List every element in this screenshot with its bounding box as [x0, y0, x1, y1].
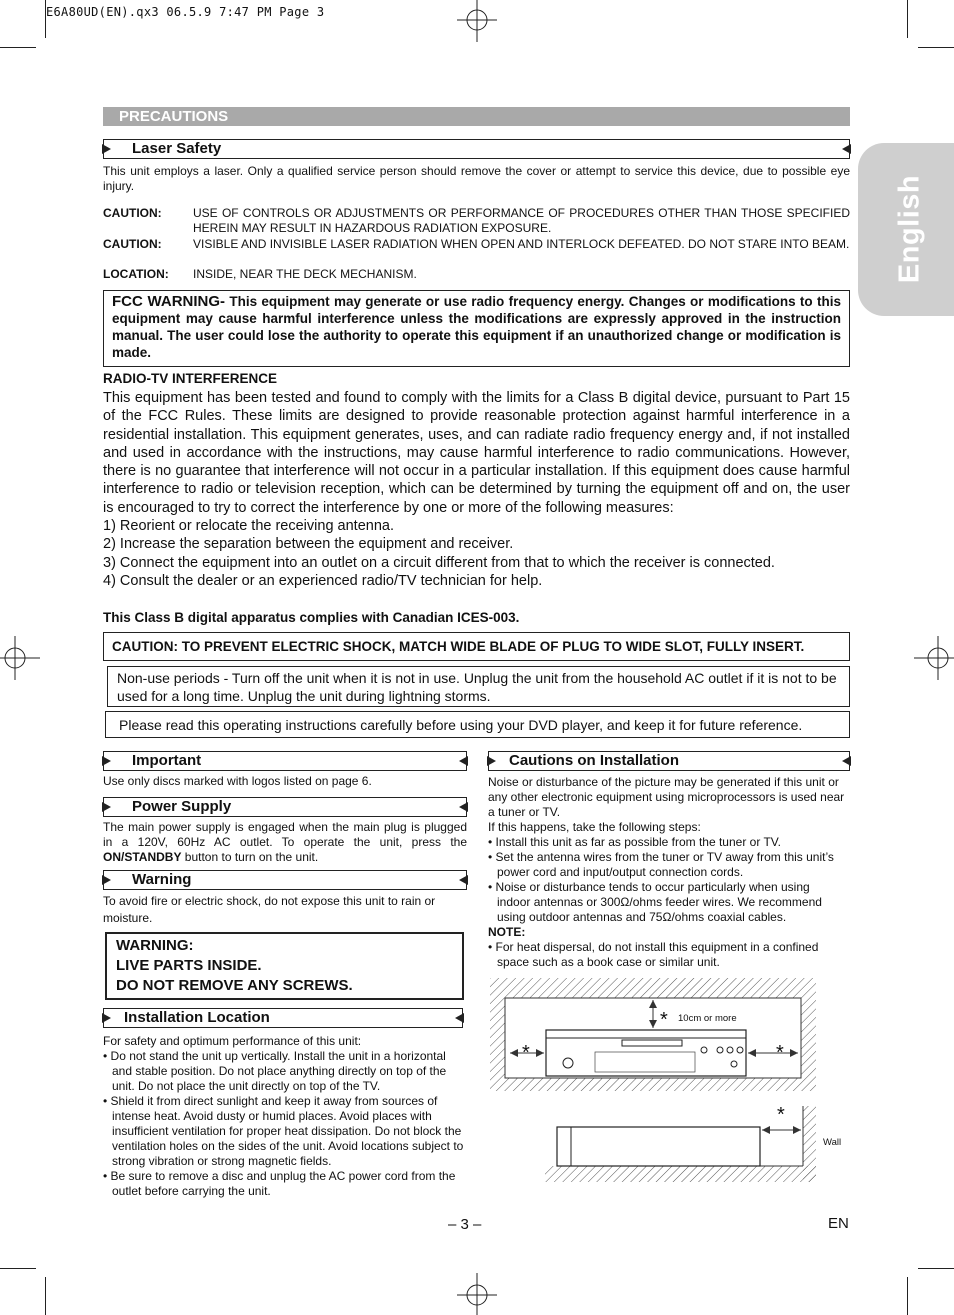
page-number: – 3 – [448, 1216, 482, 1233]
language-tab-label: English [893, 174, 926, 284]
live-parts-warning-box [105, 932, 464, 1000]
laser-row [103, 237, 850, 267]
list-item: • Be sure to remove a disc and unplug the AC power cord from the outlet before carrying the unit. [103, 1169, 456, 1198]
fcc-lead: FCC WARNING- [112, 293, 226, 310]
nonuse-box [107, 666, 850, 707]
clearance-star: * [522, 1042, 530, 1064]
list-item: • Do not stand the unit up vertically. Install the unit in a horizontal and stable position. Do not place anything directly on top of the unit. Do not place the unit directly on top of the TV. [103, 1049, 447, 1093]
section-title: PRECAUTIONS [119, 108, 229, 125]
warning-title: Warning [132, 871, 192, 888]
section-title-bar [103, 107, 850, 126]
list-item: • Install this unit as far as possible from the tuner or TV. [488, 835, 782, 849]
list-item: 2) Increase the separation between the equipment and receiver. [103, 536, 514, 553]
laser-row-value: VISIBLE AND INVISIBLE LASER RADIATION WHEN OPEN AND INTERLOCK DEFEATED. DO NOT STARE INTO BEAM. [193, 237, 850, 251]
crop-mark [907, 1277, 908, 1315]
note-title: NOTE: [488, 925, 526, 939]
laser-row-key: CAUTION: [103, 237, 162, 251]
power-text-a: The main power supply is engaged when the main plug is plugged in a 120V, 60Hz AC outlet. To operate the unit, press the [103, 820, 467, 849]
crop-mark [45, 1277, 46, 1315]
language-code: EN [828, 1215, 849, 1232]
wall-label: Wall [823, 1137, 842, 1148]
laser-safety-title: Laser Safety [132, 140, 222, 157]
cautions-paragraph: If this happens, take the following steps: [488, 820, 701, 834]
installation-location-body [103, 1034, 467, 1199]
laser-row-key: CAUTION: [103, 206, 162, 220]
power-supply-text [103, 820, 467, 865]
laser-row-value: USE OF CONTROLS OR ADJUSTMENTS OR PERFORMANCE OF PROCEDURES OTHER THAN THOSE SPECIFIED HEREIN MAY RESULT IN HAZARDOUS RADIATION EXPOSURE. [193, 206, 850, 235]
language-tab [858, 143, 954, 316]
radio-measures-list [103, 517, 850, 590]
crop-mark [918, 1268, 954, 1269]
laser-row-key: LOCATION: [103, 267, 169, 281]
power-supply-title: Power Supply [132, 798, 232, 815]
list-item: • Shield it from direct sunlight and keep it away from sources of intense heat. Avoid dusty or humid places. Avoid places with insufficient ventilation for proper heat dissipation. Do not block the ventilation holes on the sides of the unit. Avoid locations subject to strong vibration or strong magnetic fields. [103, 1094, 464, 1168]
cautions-installation-body [488, 775, 846, 970]
crop-mark [907, 0, 908, 38]
list-item: 3) Connect the equipment into an outlet on a circuit different from that to which the receiver is connected. [103, 554, 775, 571]
laser-safety-header [103, 139, 850, 159]
list-item: • For heat dispersal, do not install this equipment in a confined space such as a book case or similar unit. [488, 940, 819, 969]
plug-caution-box [103, 632, 850, 661]
please-read-text: Please read this operating instructions carefully before using your DVD player, and keep it for future reference. [119, 717, 803, 733]
registration-mark [912, 636, 954, 680]
installation-intro: For safety and optimum performance of this unit: [103, 1034, 362, 1048]
radio-tv-paragraph: This equipment has been tested and found to comply with the limits for a Class B digital device, pursuant to Part 15 of the FCC Rules. These limits are designed to provide reasonable protection against harmful interference in a residential installation. This equipment generates, uses, and can radiate radio frequency energy and, if not installed and used in accordance with the instructions, may cause harmful interference to radio communications. However, there is no guarantee that interference will not occur in a particular installation. If this equipment does cause harmful interference to radio or television reception, which can be determined by turning the equipment off and on, the user is encouraged to try to correct the interference by one or more of the following measures: [103, 390, 850, 516]
important-header [103, 751, 467, 771]
power-button-name: ON/STANDBY [103, 850, 182, 864]
cautions-paragraph: Noise or disturbance of the picture may be generated if this unit or any other electronic equipment using microprocessors is used near a tuner or TV. [488, 775, 845, 819]
installation-location-header [103, 1008, 463, 1028]
warnbox-line: LIVE PARTS INSIDE. [116, 957, 262, 974]
registration-mark [455, 1273, 499, 1315]
power-text-b: button to turn on the unit. [181, 850, 319, 864]
warnbox-line: WARNING: [116, 937, 194, 954]
fcc-warning-box [103, 290, 850, 367]
crop-mark [918, 47, 954, 48]
warnbox-line: DO NOT REMOVE ANY SCREWS. [116, 977, 353, 994]
laser-row [103, 206, 850, 236]
important-title: Important [132, 752, 202, 769]
list-item: • Noise or disturbance tends to occur particularly when using indoor antennas or 300Ω/ohms feeder wires. We recommend using outdoor antennas and 75Ω/ohms coaxial cables. [488, 880, 822, 924]
canada-compliance: This Class B digital apparatus complies with Canadian ICES-003. [103, 610, 520, 625]
clearance-star: * [777, 1104, 785, 1126]
list-item: • Set the antenna wires from the tuner or TV away from this unit’s power cord and input/output connection cords. [488, 850, 834, 879]
installation-location-title: Installation Location [124, 1009, 270, 1026]
laser-row-value: INSIDE, NEAR THE DECK MECHANISM. [193, 267, 417, 281]
crop-mark [0, 1268, 36, 1269]
please-read-box [105, 711, 850, 738]
crop-mark [0, 47, 36, 48]
print-slug: E6A80UD(EN).qx3 06.5.9 7:47 PM Page 3 [46, 5, 325, 19]
radio-tv-title: RADIO-TV INTERFERENCE [103, 371, 278, 386]
nonuse-text: Non-use periods - Turn off the unit when it is not in use. Unplug the unit from the household AC outlet if it is not to be used for a long time. Unplug the unit during lightning storms. [117, 670, 837, 704]
important-text: Use only discs marked with logos listed on page 6. [103, 774, 372, 788]
crop-mark [45, 0, 46, 38]
clearance-diagram-front [490, 978, 820, 1093]
fcc-text: This equipment may generate or use radio frequency energy. Changes or modifications to this equipment may cause harmful interference unless the modifications are expressly approved in the instruction manual. The user could lose the authority to operate this equipment if an unauthorized change or modification is made. [112, 294, 841, 360]
list-item: 4) Consult the dealer or an experienced radio/TV technician for help. [103, 572, 543, 589]
cautions-installation-title: Cautions on Installation [509, 752, 680, 769]
laser-intro: This unit employs a laser. Only a qualified service person should remove the cover or attempt to service this device, due to possible eye injury. [103, 164, 850, 193]
laser-row [103, 267, 850, 282]
clearance-star: * [776, 1042, 784, 1064]
plug-caution-text: CAUTION: TO PREVENT ELECTRIC SHOCK, MATCH WIDE BLADE OF PLUG TO WIDE SLOT, FULLY INSERT. [112, 639, 805, 654]
registration-mark [0, 636, 44, 680]
warning-header [103, 870, 467, 890]
warning-text: To avoid fire or electric shock, do not expose this unit to rain or moisture. [103, 894, 436, 925]
registration-mark [455, 0, 499, 44]
list-item: 1) Reorient or relocate the receiving antenna. [103, 518, 394, 534]
clearance-star: * [660, 1009, 668, 1031]
clearance-label: 10cm or more [678, 1013, 737, 1024]
power-supply-header [103, 797, 467, 817]
cautions-installation-header [488, 751, 850, 771]
